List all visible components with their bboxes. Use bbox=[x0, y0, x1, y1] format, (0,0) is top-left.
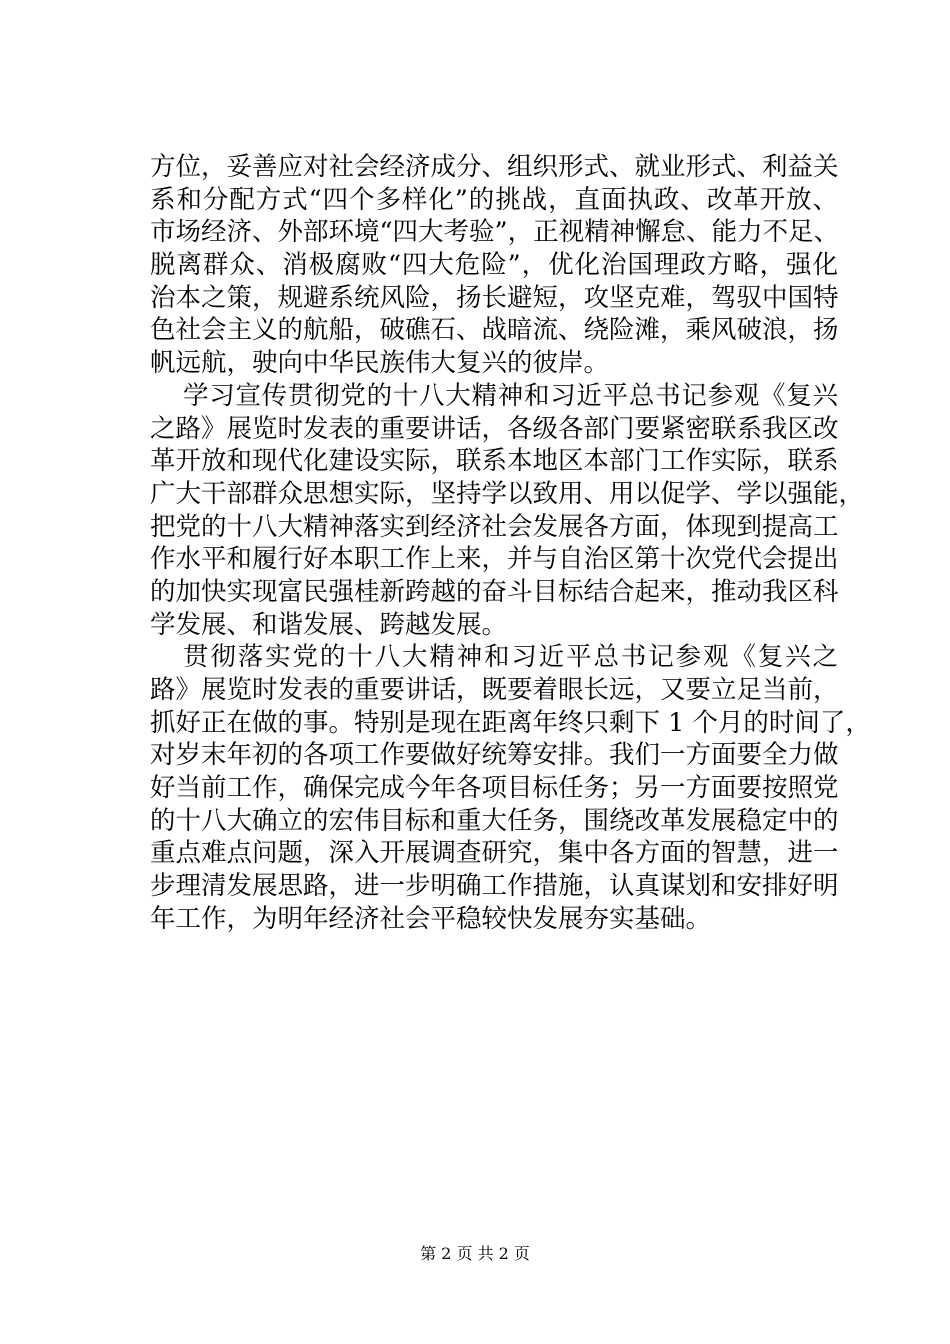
text-line: 系和分配方式“四个多样化”的挑战，直面执政、改革开放、 bbox=[150, 184, 838, 215]
paragraph-3 bbox=[150, 641, 871, 935]
text-line: 色社会主义的航船，破礁石、战暗流、绕险滩，乘风破浪，扬 bbox=[150, 315, 839, 346]
document-body bbox=[150, 151, 871, 936]
page-footer: 第 2 页 共 2 页 bbox=[420, 1244, 530, 1263]
text-line: 广大干部群众思想实际，坚持学以致用、用以促学、学以强能， bbox=[150, 478, 865, 509]
text-line: 学习宣传贯彻党的十八大精神和习近平总书记参观《复兴 bbox=[183, 380, 838, 411]
text-line: 的加快实现富民强桂新跨越的奋斗目标结合起来，推动我区科 bbox=[150, 576, 839, 607]
paragraph-1 bbox=[150, 151, 838, 380]
text-line: 治本之策，规避系统风险，扬长避短，攻坚克难，驾驭中国特 bbox=[150, 282, 839, 313]
text-line: 把党的十八大精神落实到经济社会发展各方面，体现到提高工 bbox=[150, 511, 839, 542]
text-line: 学发展、和谐发展、跨越发展。 bbox=[150, 609, 508, 640]
text-line: 抓好正在做的事。特别是现在距离年终只剩下 1 个月的时间了， bbox=[150, 707, 871, 738]
text-line: 对岁末年初的各项工作要做好统筹安排。我们一方面要全力做 bbox=[150, 740, 839, 771]
text-line: 市场经济、外部环境“四大考验”，正视精神懈怠、能力不足、 bbox=[150, 217, 840, 248]
text-line: 之路》展览时发表的重要讲话，各级各部门要紧密联系我区改 bbox=[150, 413, 839, 444]
text-line: 重点难点问题，深入开展调查研究，集中各方面的智慧，进一 bbox=[150, 838, 839, 869]
text-line: 路》展览时发表的重要讲话，既要着眼长远，又要立足当前， bbox=[150, 675, 839, 705]
text-line: 的十八大确立的宏伟目标和重大任务，围绕改革发展稳定中的 bbox=[150, 805, 839, 836]
text-line: 年工作，为明年经济社会平稳较快发展夯实基础。 bbox=[150, 903, 712, 934]
paragraph-2 bbox=[150, 380, 865, 642]
text-line: 作水平和履行好本职工作上来，并与自治区第十次党代会提出 bbox=[150, 544, 839, 575]
text-line: 帆远航，驶向中华民族伟大复兴的彼岸。 bbox=[150, 348, 610, 379]
text-line: 革开放和现代化建设实际，联系本地区本部门工作实际，联系 bbox=[150, 446, 839, 477]
text-line: 贯彻落实党的十八大精神和习近平总书记参观《复兴之 bbox=[183, 642, 838, 673]
text-line: 方位，妥善应对社会经济成分、组织形式、就业形式、利益关 bbox=[150, 152, 839, 182]
text-line: 步理清发展思路，进一步明确工作措施，认真谋划和安排好明 bbox=[150, 871, 839, 902]
text-line: 好当前工作，确保完成今年各项目标任务；另一方面要按照党 bbox=[150, 773, 839, 804]
text-line: 脱离群众、消极腐败“四大危险”，优化治国理政方略，强化 bbox=[150, 250, 838, 281]
